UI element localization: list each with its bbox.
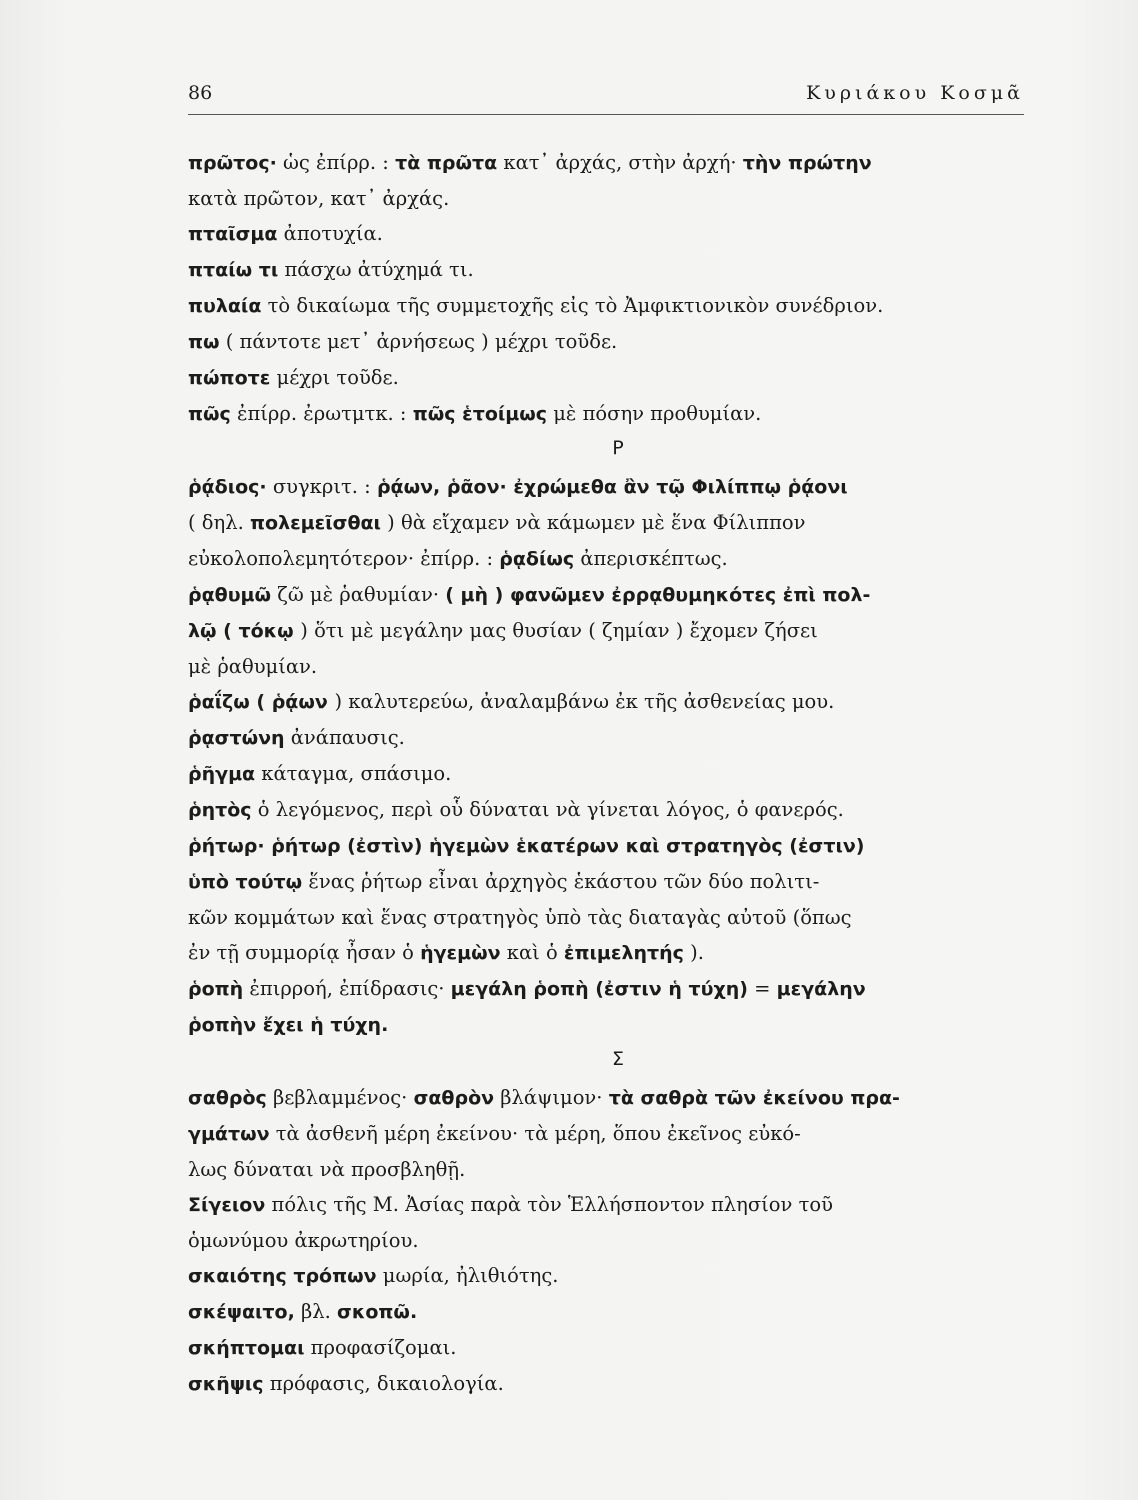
definition-text: ὁ λεγόμενος, περὶ οὗ δύναται νὰ γίνεται λόγος, ὁ φανερός.	[251, 798, 844, 821]
section-rho	[188, 469, 1028, 1043]
glossary-entry	[188, 360, 1028, 396]
definition-text: μὲ ῥαθυμίαν.	[188, 655, 318, 678]
definition-text: εὐκολοπολεμητότερον· ἐπίρρ. :	[188, 547, 500, 570]
definition-text: ) καλυτερεύω, ἀναλαμβάνω ἐκ τῆς ἀσθενείας μου.	[334, 690, 835, 713]
glossary-entry	[188, 1294, 1028, 1330]
definition-text: κατ᾿ ἀρχάς, στὴν ἀρχή·	[497, 151, 743, 174]
entry-line	[188, 613, 1028, 649]
glossary-entry	[188, 1080, 1028, 1187]
definition-text: συγκριτ. :	[266, 475, 377, 498]
definition-text: προφασίζομαι.	[304, 1336, 457, 1359]
headword-text: τὰ πρῶτα	[395, 152, 498, 174]
entry-line	[188, 145, 1028, 181]
definition-text: βεβλαμμένος·	[266, 1086, 414, 1109]
entry-line	[188, 1080, 1028, 1116]
headword-text: πω	[188, 331, 220, 353]
headword-text: Σίγειον	[188, 1194, 266, 1216]
entry-line	[188, 469, 1028, 505]
page-number: 86	[188, 82, 213, 104]
headword-text: πολεμεῖσθαι	[250, 512, 381, 534]
definition-text: τὸ δικαίωμα τῆς συμμετοχῆς εἰς τὸ Ἀμφικτιονικὸν συνέδριον.	[261, 294, 884, 317]
section-pi	[188, 145, 1028, 432]
entry-line	[188, 577, 1028, 613]
headword-text: ὑπὸ τούτῳ	[188, 871, 303, 893]
entry-line	[188, 935, 1028, 971]
definition-text: ἐν τῇ συμμορίᾳ ἦσαν ὁ	[188, 941, 421, 964]
glossary-entry	[188, 145, 1028, 216]
headword-text: ῥήτωρ· ῥήτωρ (ἐστὶν) ἡγεμὼν ἑκατέρων καὶ στρατηγὸς (ἐστιν)	[188, 835, 865, 857]
entry-line	[188, 505, 1028, 541]
definition-text: ὁμωνύμου ἀκρωτηρίου.	[188, 1229, 419, 1252]
entry-line	[188, 900, 1028, 935]
entry-line	[188, 1294, 1028, 1330]
headword-text: ( μὴ ) φανῶμεν ἐρρᾳθυμηκότες ἐπὶ πολ-	[445, 584, 871, 606]
definition-text: =	[747, 977, 777, 1000]
section-sigma	[188, 1080, 1028, 1402]
entry-line	[188, 1152, 1028, 1187]
headword-text: σκαιότης τρόπων	[188, 1265, 377, 1287]
entry-line	[188, 1187, 1028, 1223]
headword-text: πώποτε	[188, 367, 271, 389]
definition-text: καὶ ὁ	[500, 941, 564, 964]
headword-text: πρῶτος·	[188, 152, 277, 174]
glossary-entry	[188, 469, 1028, 577]
entry-line	[188, 1258, 1028, 1294]
entry-line	[188, 1223, 1028, 1258]
headword-text: ἐπιμελητής	[563, 942, 684, 964]
letter-heading-rho: Ρ	[612, 437, 624, 459]
definition-text: ( πάντοτε μετ᾿ ἀρνήσεως ) μέχρι τοῦδε.	[219, 330, 618, 353]
entry-line	[188, 541, 1028, 577]
definition-text: λως δύναται νὰ προσβληθῇ.	[188, 1158, 466, 1181]
definition-text: κατὰ πρῶτον, κατ᾿ ἀρχάς.	[188, 187, 450, 210]
entry-line	[188, 324, 1028, 360]
glossary-entry	[188, 216, 1028, 252]
entry-line	[188, 792, 1028, 828]
definition-text: ἀνάπαυσις.	[284, 726, 405, 749]
entry-line	[188, 360, 1028, 396]
entry-line	[188, 684, 1028, 720]
headword-text: ῥητὸς	[188, 799, 252, 821]
entry-line	[188, 396, 1028, 432]
definition-text: βλάψιμον·	[494, 1086, 609, 1109]
definition-text: ἐπίρρ. ἐρωτμτκ. :	[230, 402, 413, 425]
entry-line	[188, 1007, 1028, 1043]
entry-line	[188, 1330, 1028, 1366]
glossary-entry	[188, 971, 1028, 1043]
headword-text: ῥᾳδίως	[499, 548, 575, 570]
glossary-entry	[188, 1258, 1028, 1294]
entry-line	[188, 216, 1028, 252]
definition-text: μωρία, ἠλιθιότης.	[376, 1264, 559, 1287]
headword-text: ῥᾴδιος·	[188, 476, 267, 498]
definition-text: κῶν κομμάτων καὶ ἕνας στρατηγὸς ὑπὸ τὰς διαταγὰς αὐτοῦ (ὅπως	[188, 906, 852, 929]
headword-text: πυλαία	[188, 295, 262, 317]
definition-text: ) ὅτι μὲ μεγάλην μας θυσίαν ( ζημίαν ) ἔχομεν ζήσει	[300, 619, 818, 642]
headword-text: ἡγεμὼν	[420, 942, 501, 964]
headword-text: πταῖσμα	[188, 223, 278, 245]
glossary-entry	[188, 252, 1028, 288]
glossary-entry	[188, 396, 1028, 432]
headword-text: τὰ σαθρὰ τῶν ἐκείνου πρα-	[608, 1087, 900, 1109]
headword-text: ῥοπὴν ἔχει ἡ τύχη.	[188, 1014, 389, 1036]
definition-text: πόλις τῆς Μ. Ἀσίας παρὰ τὸν Ἑλλήσποντον πλησίον τοῦ	[265, 1193, 833, 1216]
definition-text: μέχρι τοῦδε.	[270, 366, 399, 389]
page-header	[188, 78, 1024, 115]
glossary-entry	[188, 792, 1028, 828]
entry-line	[188, 971, 1028, 1007]
headword-text: σκοπῶ.	[337, 1301, 418, 1323]
entry-line	[188, 828, 1028, 864]
glossary-entry	[188, 288, 1028, 324]
running-head: Κυριάκου Κοσμᾶ	[806, 82, 1024, 104]
glossary-entry	[188, 720, 1028, 756]
definition-text: πάσχω ἀτύχημά τι.	[278, 258, 474, 281]
glossary-entry	[188, 684, 1028, 720]
glossary-entry	[188, 577, 1028, 684]
headword-text: σαθρὸν	[413, 1087, 495, 1109]
entry-line	[188, 252, 1028, 288]
headword-text: τὴν πρώτην	[742, 152, 872, 174]
headword-text: σαθρὸς	[188, 1087, 267, 1109]
headword-text: σκέψαιτο,	[188, 1301, 295, 1323]
glossary-entry	[188, 828, 1028, 971]
glossary-entry	[188, 1366, 1028, 1402]
headword-text: μεγάλη ῥοπὴ (ἐστιν ἡ τύχη)	[450, 978, 748, 1000]
glossary-entry	[188, 756, 1028, 792]
glossary-entry	[188, 1330, 1028, 1366]
definition-text: κάταγμα, σπάσιμο.	[255, 762, 452, 785]
glossary-content	[188, 145, 1028, 1402]
glossary-entry	[188, 324, 1028, 360]
entry-line	[188, 720, 1028, 756]
headword-text: ῥοπὴ	[188, 978, 244, 1000]
headword-text: σκῆψις	[188, 1373, 264, 1395]
definition-text: πρόφασις, δικαιολογία.	[263, 1372, 504, 1395]
glossary-entry	[188, 1187, 1028, 1258]
letter-heading-sigma: Σ	[611, 1048, 624, 1070]
headword-text: πῶς	[188, 403, 231, 425]
headword-text: σκήπτομαι	[188, 1337, 305, 1359]
headword-text: γμάτων	[188, 1123, 270, 1145]
headword-text: ῥᾳθυμῶ	[188, 584, 272, 606]
headword-text: πταίω τι	[188, 259, 279, 281]
definition-text: ).	[683, 941, 704, 964]
entry-line	[188, 864, 1028, 900]
definition-text: ( δηλ.	[188, 511, 250, 534]
headword-text: μεγάλην	[776, 978, 866, 1000]
entry-line	[188, 1116, 1028, 1152]
definition-text: ) θὰ εἴχαμεν νὰ κάμωμεν μὲ ἕνα Φίλιππον	[380, 511, 806, 534]
headword-text: ῥᾴων, ῥᾶον· ἐχρώμεθα ἂν τῷ Φιλίππῳ ῥᾴονι	[376, 476, 848, 498]
definition-text: ἀποτυχία.	[277, 222, 383, 245]
definition-text: ἐπιρροή, ἐπίδρασις·	[243, 977, 451, 1000]
definition-text: ἀπερισκέπτως.	[574, 547, 728, 570]
headword-text: πῶς ἑτοίμως	[412, 403, 548, 425]
entry-line	[188, 181, 1028, 216]
definition-text: βλ.	[294, 1300, 338, 1323]
headword-text: ῥᾳστώνη	[188, 727, 285, 749]
definition-text: μὲ πόσην προθυμίαν.	[547, 402, 762, 425]
headword-text: λῷ ( τόκῳ	[188, 620, 301, 642]
entry-line	[188, 756, 1028, 792]
headword-text: ῥαΐζω ( ῥᾴων	[188, 691, 335, 713]
entry-line	[188, 288, 1028, 324]
entry-line	[188, 649, 1028, 684]
definition-text: τὰ ἀσθενῆ μέρη ἐκείνου· τὰ μέρη, ὅπου ἐκεῖνος εὐκό-	[269, 1122, 801, 1145]
headword-text: ῥῆγμα	[188, 763, 256, 785]
definition-text: ζῶ μὲ ῥαθυμίαν·	[271, 583, 446, 606]
definition-text: ἕνας ῥήτωρ εἶναι ἀρχηγὸς ἑκάστου τῶν δύο πολιτι-	[302, 870, 820, 893]
definition-text: ὡς ἐπίρρ. :	[276, 151, 396, 174]
entry-line	[188, 1366, 1028, 1402]
